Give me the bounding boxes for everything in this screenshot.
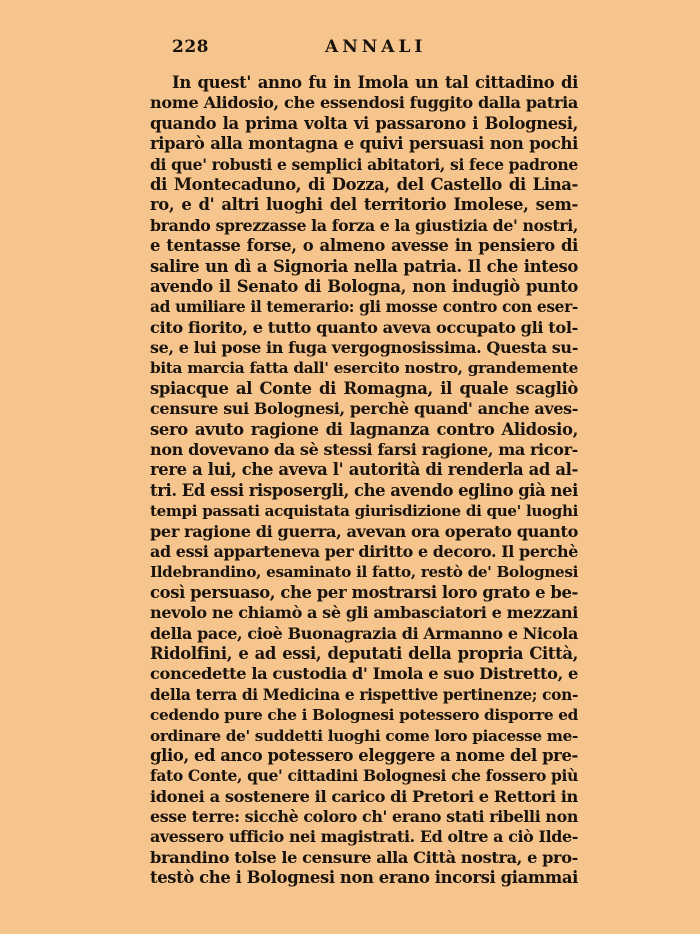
body-text [150, 73, 578, 889]
text-line: esse terre: sicchè coloro ch' erano stati ribelli non [150, 807, 578, 827]
text-line: così persuaso, che per mostrarsi loro grato e be- [150, 582, 578, 602]
text-line: ro, e d' altri luoghi del territorio Imolese, sem- [150, 195, 578, 215]
text-line: di Montecaduno, di Dozza, del Castello di Lina- [150, 174, 578, 194]
text-line: sero avuto ragione di lagnanza contro Alidosio, [150, 419, 578, 439]
text-line: ordinare de' suddetti luoghi come loro piacesse me- [150, 726, 578, 745]
text-line: glio, ed anco potessero eleggere a nome del pre- [150, 745, 578, 765]
page-header [0, 37, 700, 61]
text-line: se, e lui pose in fuga vergognosissima. Questa su- [150, 338, 578, 358]
text-line: In quest' anno fu in Imola un tal cittadino di [172, 73, 578, 92]
text-line: per ragione di guerra, avevan ora operato quanto [150, 521, 578, 541]
text-line: tri. Ed essi risposergli, che avendo eglino già nei [150, 480, 578, 500]
page-number: 228 [172, 37, 209, 57]
running-head: ANNALI [325, 37, 427, 57]
text-line: avessero ufficio nei magistrati. Ed oltre a ciò Ilde- [150, 827, 578, 847]
text-line: spiacque al Conte di Romagna, il quale scagliò [150, 378, 578, 398]
text-line: testò che i Bolognesi non erano incorsi giammai [150, 868, 578, 888]
text-line: idonei a sostenere il carico di Pretori e Rettori in [150, 786, 578, 806]
text-line: brandino tolse le censure alla Città nostra, e pro- [150, 847, 578, 867]
text-line: cito fiorito, e tutto quanto aveva occupato gli tol- [150, 317, 578, 337]
text-line: concedette la custodia d' Imola e suo Distretto, e [150, 664, 578, 684]
text-line: rere a lui, che aveva l' autorità di renderla ad al- [150, 460, 578, 480]
text-line: Ridolfini, e ad essi, deputati della propria Città, [150, 643, 578, 663]
text-line: brando sprezzasse la forza e la giustizia de' nostri, [150, 215, 578, 235]
text-line: nevolo ne chiamò a sè gli ambasciatori e mezzani [150, 603, 578, 623]
text-line: ad essi apparteneva per diritto e decoro. Il perchè [150, 541, 578, 561]
text-line: salire un dì a Signoria nella patria. Il che inteso [150, 256, 578, 276]
text-line: e tentasse forse, o almeno avesse in pensiero di [150, 236, 578, 256]
text-line: nome Alidosio, che essendosi fuggito dalla patria [150, 93, 578, 113]
text-line: quando la prima volta vi passarono i Bolognesi, [150, 113, 578, 133]
text-line: Ildebrandino, esaminato il fatto, restò de' Bolognesi [150, 563, 578, 582]
text-line: non dovevano da sè stessi farsi ragione, ma ricor- [150, 440, 578, 460]
text-line: della terra di Medicina e rispettive pertinenze; con- [150, 685, 578, 704]
text-line: cedendo pure che i Bolognesi potessero disporre ed [150, 706, 578, 725]
text-line: tempi passati acquistata giurisdizione di que' luoghi [150, 502, 578, 521]
text-line: ad umiliare il temerario: gli mosse contro con eser- [150, 297, 578, 317]
text-line: bita marcia fatta dall' esercito nostro, grandemente [150, 359, 578, 378]
text-line: di que' robusti e semplici abitatori, si fece padrone [150, 154, 578, 174]
text-line: riparò alla montagna e quivi persuasi non pochi [150, 134, 578, 154]
text-line: fato Conte, que' cittadini Bolognesi che fossero più [150, 766, 578, 786]
text-line: della pace, cioè Buonagrazia di Armanno e Nicola [150, 623, 578, 643]
text-line: censure sui Bolognesi, perchè quand' anche aves- [150, 399, 578, 419]
text-line: avendo il Senato di Bologna, non indugiò punto [150, 276, 578, 296]
